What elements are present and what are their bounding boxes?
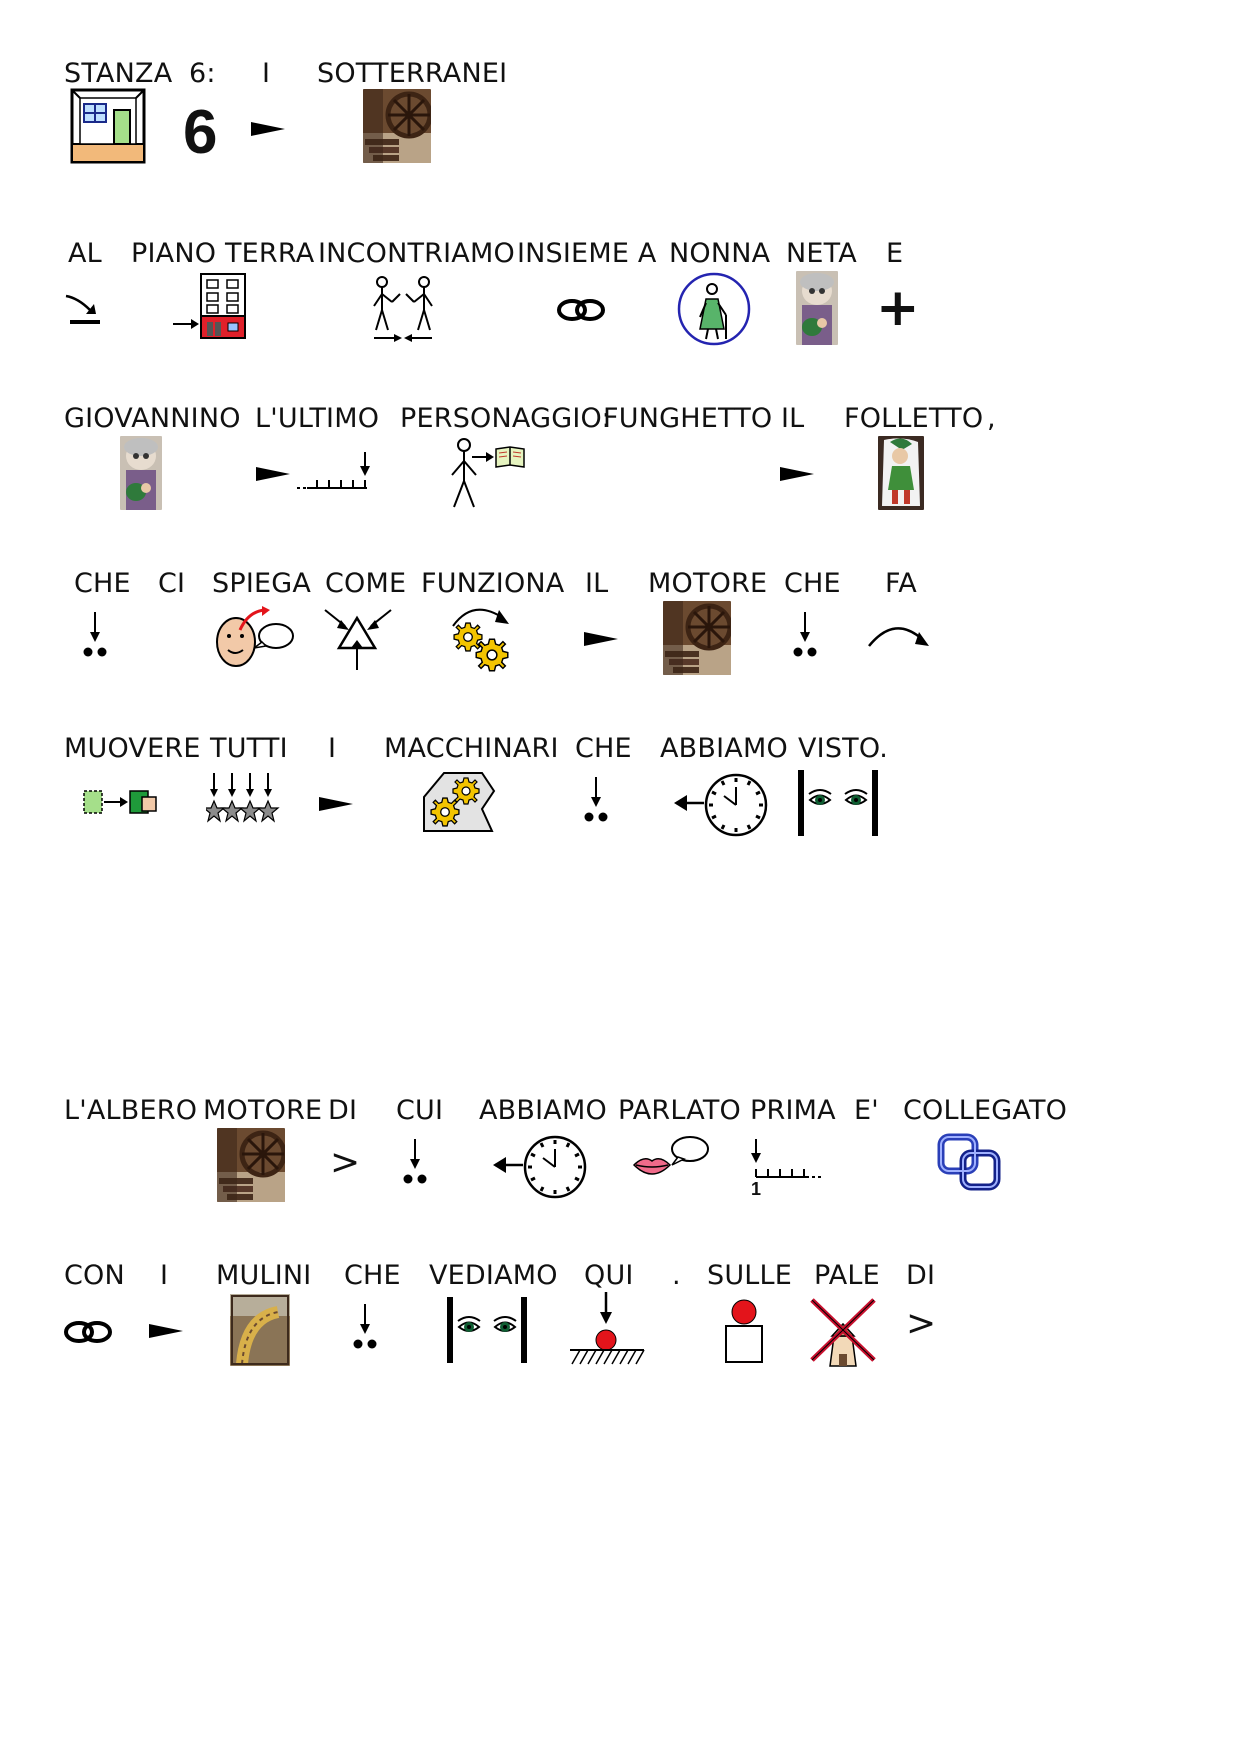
- arrive-at-icon: [64, 292, 104, 326]
- grandmother-photo: [120, 436, 162, 510]
- article-arrow-icon: [318, 794, 354, 814]
- word-label: PRIMA: [750, 1095, 836, 1126]
- word-label: VEDIAMO: [429, 1260, 558, 1291]
- grandmother-photo: [796, 271, 838, 345]
- word-label: PERSONAGGIO:: [400, 403, 611, 434]
- word-label: FOLLETTO: [844, 403, 984, 434]
- elf-photo: [878, 436, 924, 510]
- word-label: NONNA: [669, 238, 771, 269]
- word-label: QUI: [584, 1260, 634, 1291]
- that-icon: [790, 612, 820, 658]
- word-label: 6:: [189, 58, 216, 89]
- on-top-icon: [723, 1298, 765, 1366]
- before-first-icon: [750, 1137, 826, 1203]
- word-label: PIANO TERRA: [131, 238, 315, 269]
- word-label: NETA: [786, 238, 857, 269]
- sentence-row-6: [0, 1095, 1241, 1245]
- article-arrow-icon: [583, 629, 619, 649]
- underground-photo: [363, 89, 431, 163]
- sentence-row-1: [0, 58, 1241, 208]
- word-label: FUNZIONA: [421, 568, 565, 599]
- word-label: E: [886, 238, 904, 269]
- word-label: CON: [64, 1260, 125, 1291]
- have-past-clock-icon: [493, 1132, 593, 1202]
- that-icon: [400, 1139, 430, 1185]
- word-label: CHE: [344, 1260, 401, 1291]
- sentence-row-4: [0, 568, 1241, 718]
- that-icon: [581, 777, 611, 823]
- word-label: PARLATO: [618, 1095, 741, 1126]
- word-label: TUTTI: [210, 733, 288, 764]
- character-icon: [448, 437, 528, 511]
- machinery-icon: [422, 769, 498, 835]
- sentence-row-7: [0, 1260, 1241, 1410]
- article-arrow-icon: [255, 464, 291, 484]
- have-past-clock-icon: [674, 770, 774, 840]
- explain-icon: [214, 606, 296, 670]
- word-label: SPIEGA: [212, 568, 312, 599]
- sentence-row-5: [0, 733, 1241, 883]
- together-rings-icon: [62, 1319, 114, 1345]
- word-label: IL: [781, 403, 805, 434]
- works-gears-icon: [447, 600, 519, 676]
- grandmother-icon: [676, 271, 752, 347]
- article-arrow-icon: [250, 119, 286, 139]
- word-label: AL: [68, 238, 102, 269]
- word-label: PALE: [814, 1260, 880, 1291]
- article-arrow-icon: [148, 1321, 184, 1341]
- how-icon: [323, 606, 395, 672]
- word-label: ABBIAMO: [660, 733, 788, 764]
- word-label: CI: [158, 568, 186, 599]
- word-label: MUOVERE: [64, 733, 201, 764]
- word-label: CUI: [396, 1095, 444, 1126]
- word-label: INSIEME A: [517, 238, 657, 269]
- last-icon: [297, 448, 371, 494]
- motor-photo: [217, 1128, 285, 1202]
- word-label: COLLEGATO: [903, 1095, 1068, 1126]
- word-label: STANZA: [64, 58, 173, 89]
- ground-floor-building-icon: [171, 272, 249, 340]
- word-label: I: [328, 733, 337, 764]
- word-label: VISTO.: [798, 733, 889, 764]
- move-icon: [82, 787, 160, 819]
- windmill-blades-icon: [808, 1296, 878, 1368]
- that-icon: [80, 612, 110, 658]
- word-label: FA: [885, 568, 917, 599]
- word-label: SOTTERRANEI: [317, 58, 508, 89]
- room-icon: [70, 88, 146, 164]
- ordinal-one-label: 1: [751, 1179, 762, 1199]
- word-label: CHE: [784, 568, 841, 599]
- sentence-row-2: [0, 238, 1241, 388]
- connected-links-icon: [937, 1133, 1003, 1193]
- word-label: MULINI: [216, 1260, 312, 1291]
- word-label: MOTORE: [203, 1095, 323, 1126]
- word-label: L'ULTIMO: [255, 403, 380, 434]
- seen-eyes-icon: [798, 770, 878, 836]
- word-label: IL: [585, 568, 609, 599]
- word-label: ,: [987, 403, 996, 434]
- that-icon: [350, 1304, 380, 1350]
- word-label: E': [854, 1095, 879, 1126]
- here-down-icon: [568, 1290, 646, 1368]
- article-arrow-icon: [779, 464, 815, 484]
- mill-photo: [230, 1294, 290, 1366]
- word-label: FUNGHETTO: [603, 403, 773, 434]
- motor-photo: [663, 601, 731, 675]
- word-label: COME: [325, 568, 407, 599]
- of-greater-icon: >: [906, 1303, 937, 1344]
- word-label: DI: [906, 1260, 936, 1291]
- word-label: DI: [328, 1095, 358, 1126]
- sentence-row-3: [0, 403, 1241, 553]
- word-label: I: [160, 1260, 169, 1291]
- all-stars-icon: [206, 771, 282, 829]
- word-label: CHE: [575, 733, 632, 764]
- word-label: I: [262, 58, 271, 89]
- together-rings-icon: [555, 297, 607, 323]
- talked-lips-icon: [632, 1135, 710, 1187]
- of-greater-icon: >: [330, 1142, 361, 1183]
- word-label: MOTORE: [648, 568, 768, 599]
- we-see-eyes-icon: [447, 1297, 527, 1363]
- word-label: .: [672, 1260, 681, 1291]
- make-arc-icon: [867, 620, 933, 650]
- word-label: GIOVANNINO: [64, 403, 241, 434]
- word-label: L'ALBERO: [64, 1095, 198, 1126]
- word-label: SULLE: [707, 1260, 793, 1291]
- word-label: INCONTRIAMO: [318, 238, 515, 269]
- plus-icon: +: [876, 278, 920, 338]
- word-label: MACCHINARI: [384, 733, 559, 764]
- meeting-people-icon: [370, 274, 436, 346]
- word-label: ABBIAMO: [479, 1095, 607, 1126]
- word-label: CHE: [74, 568, 131, 599]
- number-six-icon: 6: [183, 98, 218, 167]
